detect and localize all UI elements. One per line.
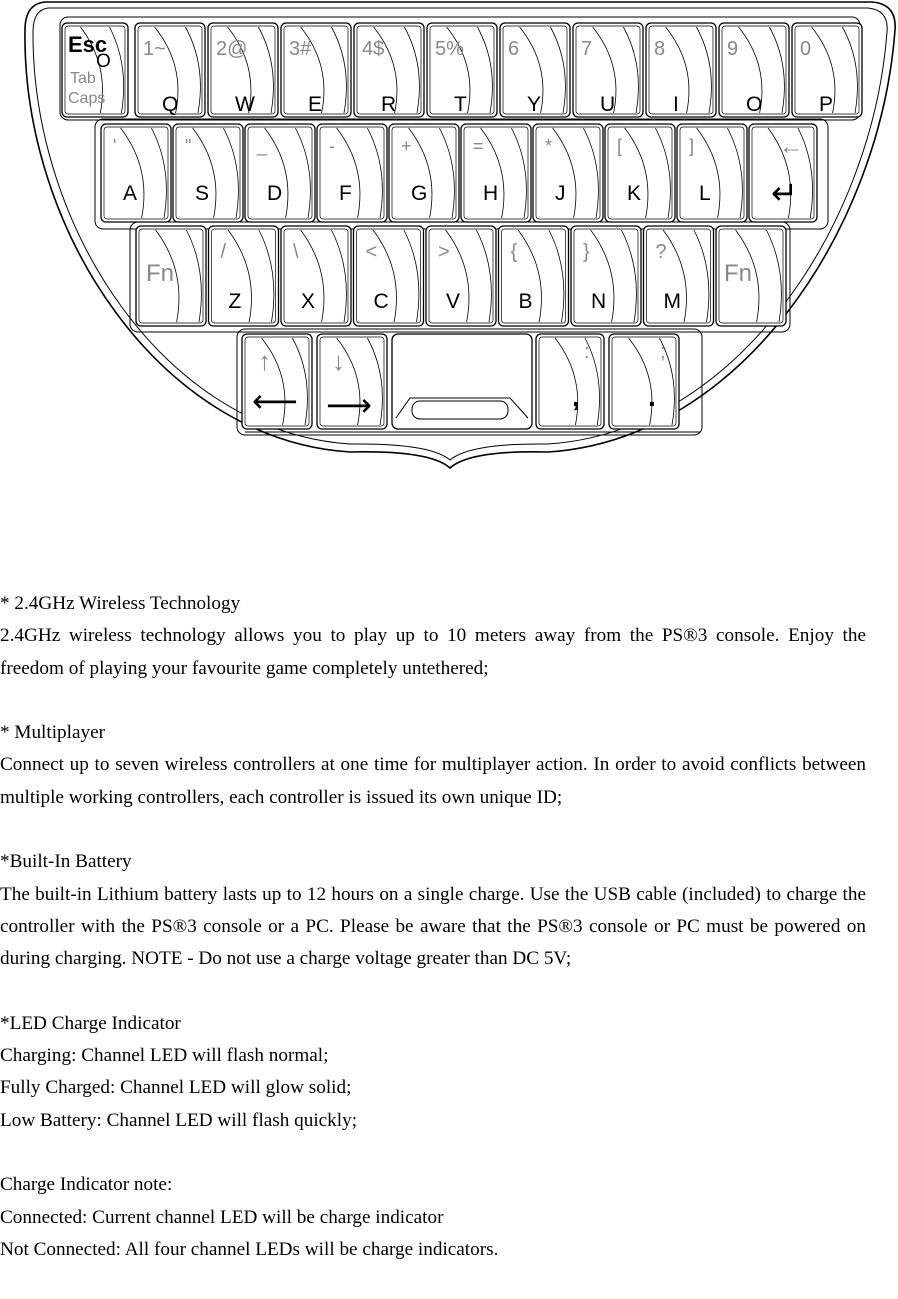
key-cap [209, 226, 279, 326]
caps-label: Caps [68, 90, 106, 107]
key-secondary-label: 6 [508, 38, 520, 60]
key-secondary-label: > [438, 241, 450, 263]
key-cap [536, 334, 604, 429]
enter-symbol: ↵ [771, 175, 798, 211]
period-key[interactable] [609, 334, 679, 429]
section-heading: Charge Indicator note: [0, 1174, 173, 1196]
key-l[interactable] [677, 124, 747, 222]
esc-key[interactable] [62, 23, 128, 117]
key-secondary-label: 1~ [143, 38, 166, 60]
key-secondary-label: 7 [581, 38, 593, 60]
key-cap [677, 124, 747, 222]
key-cap [389, 124, 459, 222]
key-o[interactable] [719, 23, 789, 117]
key-secondary-label: ; [660, 341, 666, 363]
key-cap [317, 124, 387, 222]
arrow-right-icon: ⟶ [326, 387, 372, 423]
section-body: Connect up to seven wireless controllers at one time for multiplayer action. In order to avoid conflicts between multiple working controllers, each controller is issued its own unique ID; [0, 754, 866, 808]
key-secondary-label: 4$ [362, 38, 385, 60]
esc-label: Esc [68, 32, 108, 57]
key-secondary-label: { [510, 241, 518, 263]
key-w[interactable] [208, 23, 278, 117]
key-x[interactable] [281, 226, 351, 326]
key-z[interactable] [209, 226, 279, 326]
esc-circle-label: O [96, 51, 111, 72]
key-r[interactable] [354, 23, 424, 117]
section-led-indicator [0, 1008, 866, 1137]
key-primary-label: U [600, 93, 616, 116]
key-primary-label: P [819, 93, 834, 116]
key-cap [605, 124, 675, 222]
section-line: Charging: Channel LED will flash normal; [0, 1045, 329, 1067]
key-cap [173, 124, 243, 222]
arrow-left-icon: ⟵ [252, 383, 298, 419]
key-k[interactable] [605, 124, 675, 222]
key-q[interactable] [135, 23, 205, 117]
key-primary-label: V [446, 290, 461, 313]
key-cap [609, 334, 679, 429]
section-heading: * 2.4GHz Wireless Technology [0, 593, 241, 614]
enter-key[interactable] [749, 124, 817, 222]
tab-label: Tab [70, 70, 96, 87]
key-secondary-label: ? [655, 241, 667, 263]
key-y[interactable] [500, 23, 570, 117]
key-secondary-label: 5% [435, 38, 464, 60]
key-secondary-label: + [401, 136, 412, 156]
left-up-arrow-key[interactable] [242, 334, 312, 429]
fn-label: Fn [724, 260, 753, 287]
key-primary-label: A [123, 182, 138, 205]
key-secondary-label: = [473, 136, 484, 156]
key-primary-label: E [308, 93, 323, 116]
feature-text [0, 588, 866, 1266]
key-primary-label: B [518, 290, 533, 313]
key-cap [281, 226, 351, 326]
fn-key-right[interactable] [716, 226, 786, 326]
key-secondary-label: } [583, 241, 590, 263]
key-primary-label: J [555, 182, 566, 205]
key-primary-label: C [373, 290, 389, 313]
key-v[interactable] [426, 226, 496, 326]
key-a[interactable] [101, 124, 171, 222]
key-primary-label: D [267, 182, 283, 205]
section-heading: *LED Charge Indicator [0, 1012, 181, 1034]
key-s[interactable] [173, 124, 243, 222]
key-f[interactable] [317, 124, 387, 222]
keyboard-illustration [0, 0, 898, 480]
key-i[interactable] [646, 23, 716, 117]
key-primary-label: G [411, 182, 428, 205]
section-heading: *Built-In Battery [0, 851, 132, 873]
key-primary-label: F [339, 182, 352, 205]
fn-key-left[interactable] [136, 226, 206, 326]
section-body: 2.4GHz wireless technology allows you to play up to 10 meters away from the PS®3 console. Enjoy the freedom of playing your favourite game completely untethered; [0, 625, 866, 679]
key-cap [101, 124, 171, 222]
key-m[interactable] [644, 226, 714, 326]
key-secondary-label: 9 [727, 38, 739, 60]
key-secondary-label: " [185, 136, 192, 156]
key-primary-label: H [483, 182, 499, 205]
arrow-down-icon: ↓ [332, 346, 345, 376]
key-n[interactable] [571, 226, 641, 326]
key-secondary-label: 8 [654, 38, 666, 60]
key-d[interactable] [245, 124, 315, 222]
key-u[interactable] [573, 23, 643, 117]
key-secondary-label: [ [617, 136, 623, 156]
key-c[interactable] [354, 226, 424, 326]
backspace-symbol: ← [779, 133, 803, 160]
key-primary-label: R [381, 93, 397, 116]
key-primary-label: Z [228, 290, 242, 313]
section-line: Not Connected: All four channel LEDs will be charge indicators. [0, 1238, 499, 1260]
key-cap [426, 226, 496, 326]
key-primary-label: K [627, 182, 642, 205]
key-primary-label: T [454, 93, 467, 116]
key-cap [533, 124, 603, 222]
key-secondary-label: ] [689, 136, 695, 156]
key-t[interactable] [427, 23, 497, 117]
key-secondary-label: 2@ [216, 38, 248, 60]
key-primary-label: M [663, 290, 681, 313]
key-secondary-label: 0 [800, 38, 812, 60]
section-body: The built-in Lithium battery lasts up to 12 hours on a single charge. Use the USB cable (included) to charge the controller with the PS®3 console or a PC. Please be aware that the PS®3 console or PC must be powered on during charging. NOTE - Do not use a charge voltage greater than DC 5V; [0, 883, 866, 970]
section-charge-note [0, 1169, 866, 1266]
key-j[interactable] [533, 124, 603, 222]
section-line: Connected: Current channel LED will be charge indicator [0, 1206, 444, 1228]
key-primary-label: , [572, 381, 580, 412]
key-secondary-label: _ [257, 136, 268, 156]
key-p[interactable] [792, 23, 862, 117]
key-primary-label: N [591, 290, 607, 313]
key-g[interactable] [389, 124, 459, 222]
key-b[interactable] [499, 226, 569, 326]
section-multiplayer [0, 717, 866, 814]
section-line: Low Battery: Channel LED will flash quickly; [0, 1109, 358, 1131]
comma-key[interactable] [536, 334, 604, 429]
key-cap [245, 124, 315, 222]
key-primary-label: S [195, 182, 210, 205]
key-primary-label: Y [527, 93, 542, 116]
key-e[interactable] [281, 23, 351, 117]
key-primary-label: . [648, 381, 656, 412]
key-secondary-label: < [365, 241, 378, 263]
key-primary-label: I [673, 93, 679, 116]
key-secondary-label: 3# [289, 38, 312, 60]
key-secondary-label: \ [293, 241, 299, 263]
key-primary-label: L [699, 182, 711, 205]
key-secondary-label: / [220, 241, 227, 263]
section-battery [0, 846, 866, 975]
key-secondary-label: ' [113, 136, 117, 156]
section-heading: * Multiplayer [0, 722, 105, 744]
key-secondary-label: - [329, 136, 335, 156]
key-cap [461, 124, 531, 222]
key-primary-label: Q [162, 93, 179, 116]
key-secondary-label: : [584, 341, 590, 363]
key-cap [499, 226, 569, 326]
key-primary-label: W [235, 93, 255, 116]
space-bar[interactable] [392, 334, 532, 429]
key-h[interactable] [461, 124, 531, 222]
right-down-arrow-key[interactable] [317, 334, 387, 429]
section-wireless [0, 588, 866, 685]
key-primary-label: O [746, 93, 763, 116]
arrow-up-icon: ↑ [258, 346, 271, 376]
key-primary-label: X [301, 290, 316, 313]
key-secondary-label: * [545, 136, 553, 156]
section-line: Fully Charged: Channel LED will glow solid; [0, 1077, 352, 1099]
fn-label: Fn [146, 260, 175, 287]
